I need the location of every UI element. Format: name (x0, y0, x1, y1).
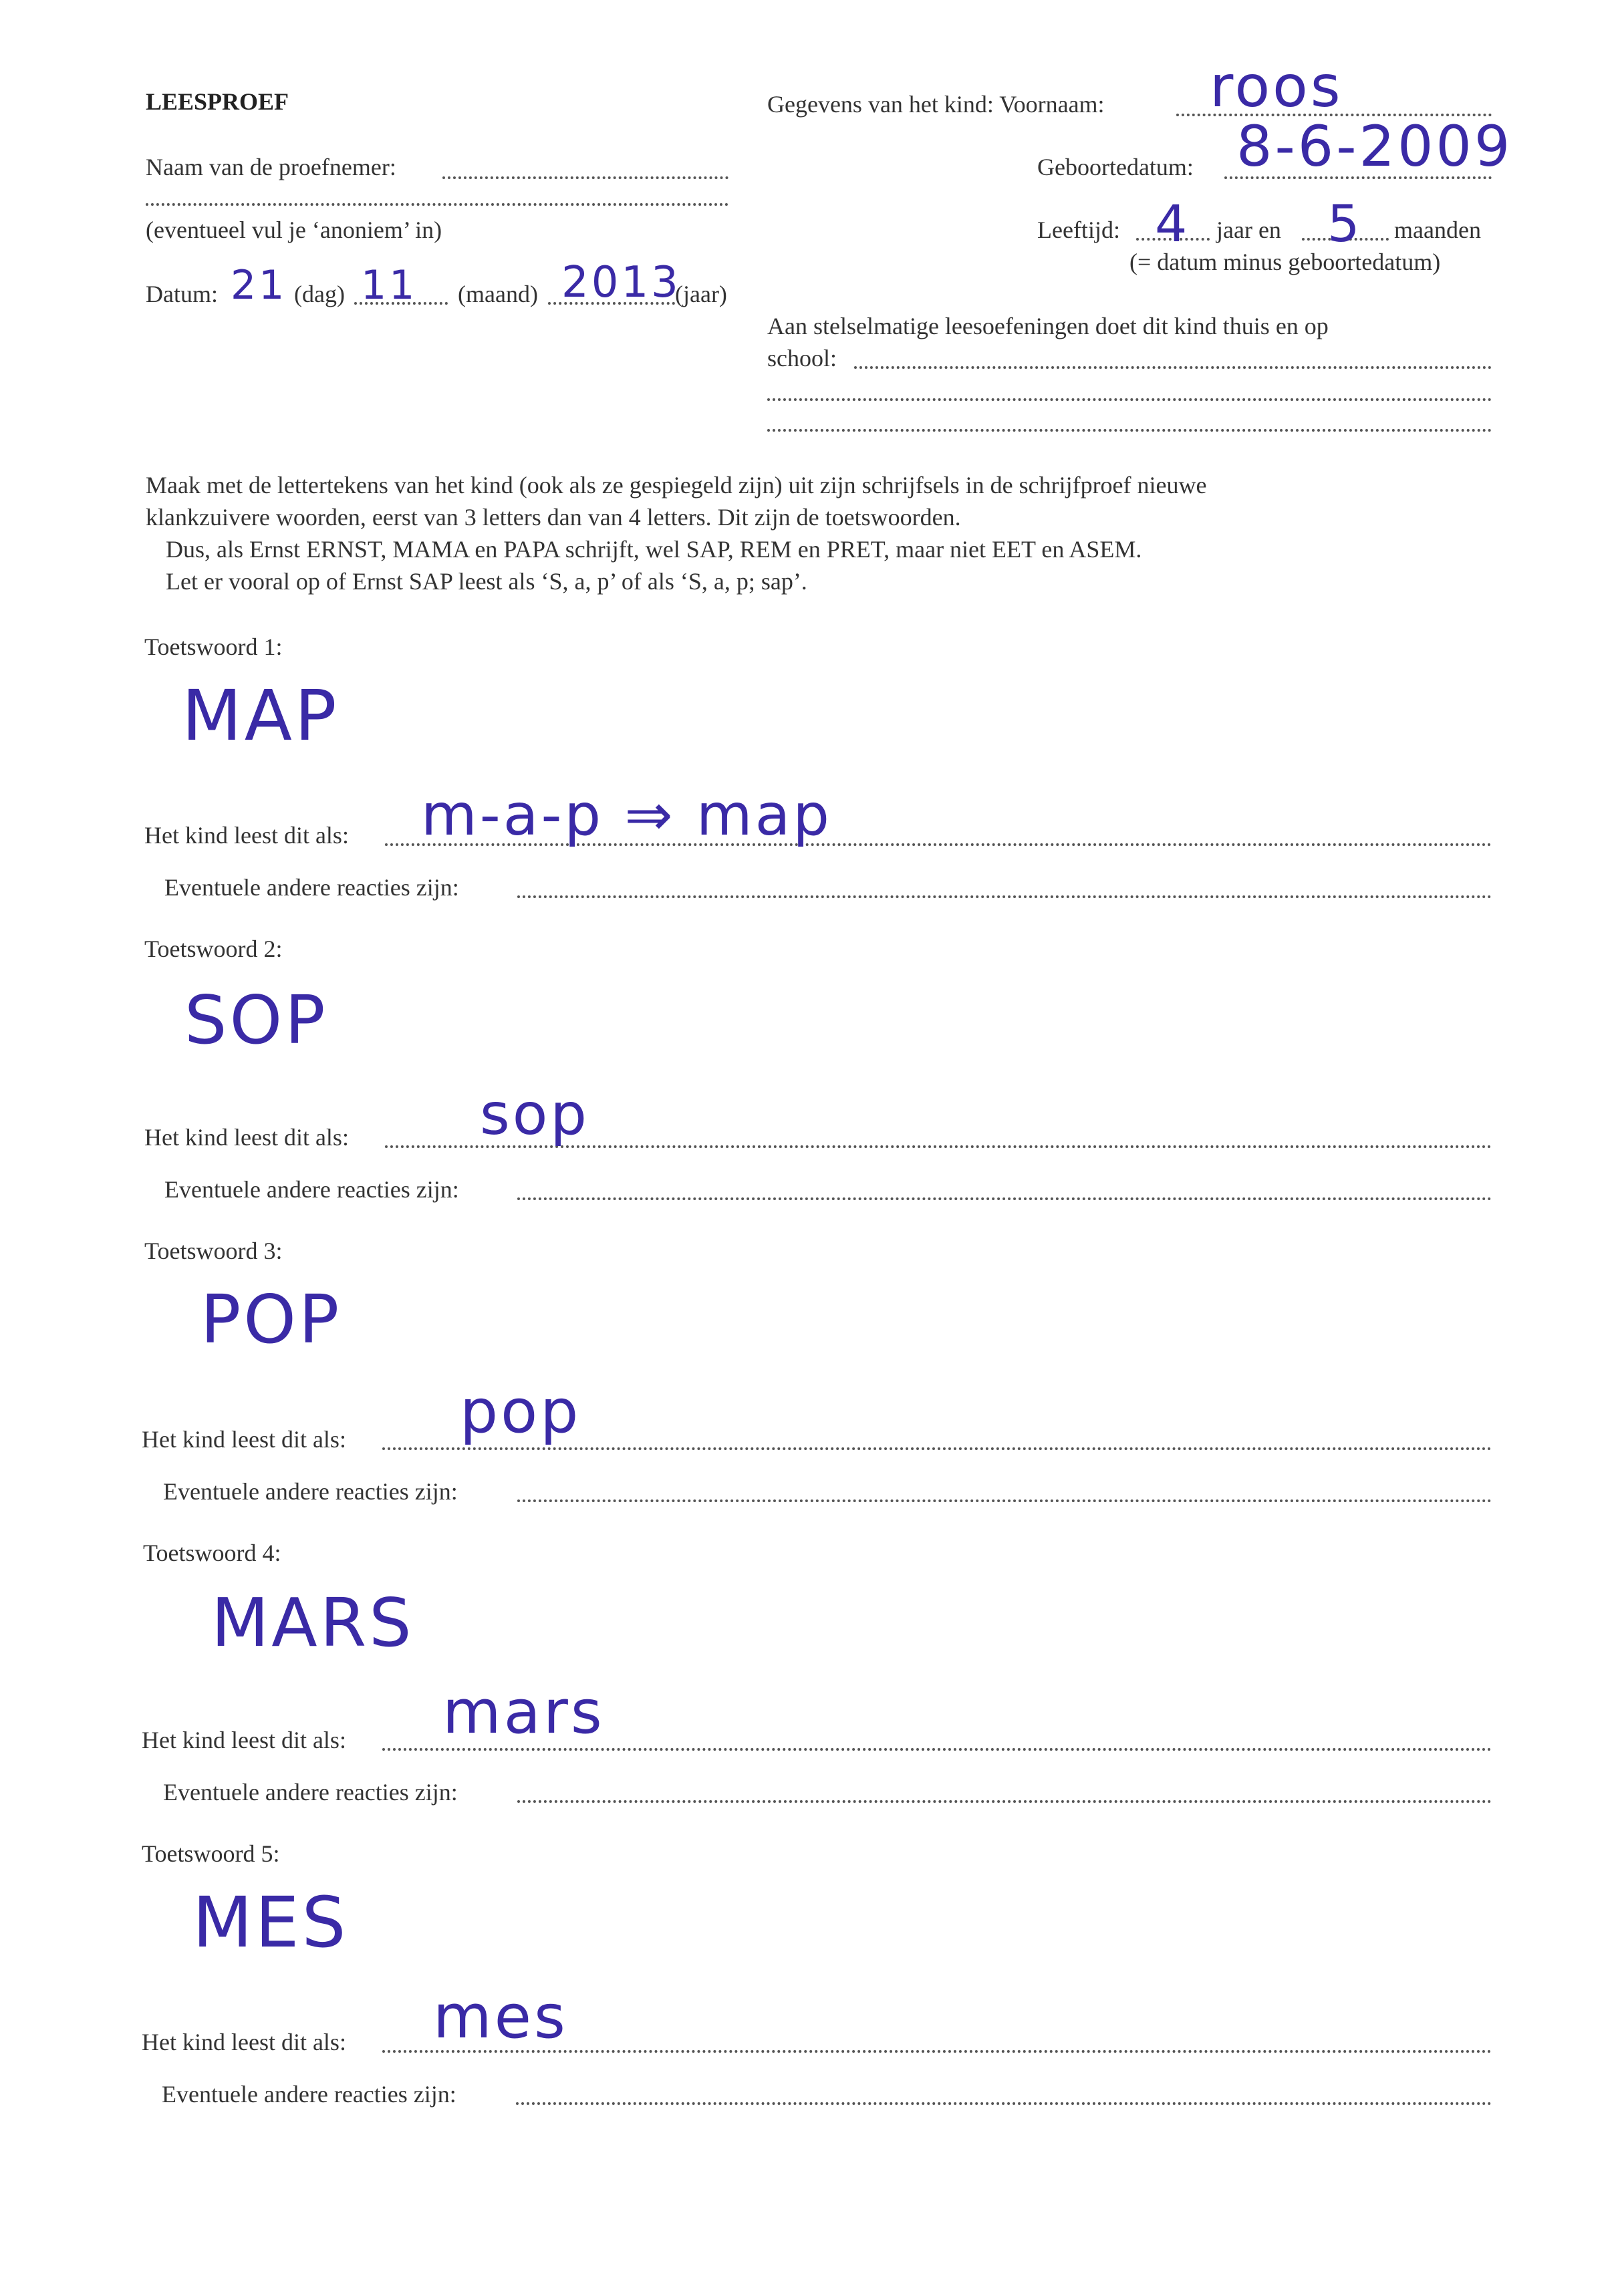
practice-line-b[interactable] (767, 398, 1492, 401)
test-word: MAP (182, 675, 340, 756)
read-label: Het kind leest dit als: (142, 2029, 346, 2055)
other-line[interactable] (517, 895, 1492, 898)
reading-answer[interactable]: mars (442, 1677, 605, 1747)
other-label: Eventuele andere reacties zijn: (164, 1176, 459, 1203)
age-years-unit: jaar en (1216, 217, 1281, 243)
date-day-unit: (dag) (294, 281, 345, 307)
examiner-label: Naam van de proefnemer: (146, 154, 396, 180)
anon-note: (eventueel vul je ‘anoniem’ in) (146, 217, 442, 243)
date-month[interactable]: 11 (361, 262, 418, 309)
date-year[interactable]: 2013 (561, 258, 681, 307)
test-word: POP (200, 1280, 342, 1358)
age-months-unit: maanden (1394, 217, 1481, 243)
other-line[interactable] (517, 1197, 1492, 1200)
instruction-line-1: Maak met de lettertekens van het kind (ook als ze gespiegeld zijn) uit zijn schrijfsels in de schrijfproef nieuwe (146, 472, 1207, 498)
date-month-unit: (maand) (458, 281, 538, 307)
practice-line-1: Aan stelselmatige leesoefeningen doet dit kind thuis en op (767, 313, 1329, 339)
other-label: Eventuele andere reacties zijn: (163, 1478, 458, 1505)
age-label: Leeftijd: (1037, 217, 1120, 243)
other-line[interactable] (517, 1499, 1492, 1502)
reading-answer[interactable]: m-a-p ⇒ map (421, 782, 832, 849)
read-label: Het kind leest dit als: (142, 1426, 346, 1453)
form-title: LEESPROEF (146, 88, 289, 115)
test-word: SOP (184, 981, 328, 1059)
test-word: MARS (211, 1584, 414, 1662)
other-label: Eventuele andere reacties zijn: (163, 1779, 458, 1806)
test-word-label: Toetswoord 4: (143, 1540, 281, 1566)
read-line (382, 1748, 1492, 1751)
other-line[interactable] (517, 1800, 1492, 1803)
read-label: Het kind leest dit als: (144, 1124, 349, 1151)
test-word-label: Toetswoord 3: (144, 1238, 283, 1264)
read-label: Het kind leest dit als: (144, 822, 349, 849)
birth-label: Geboortedatum: (1037, 154, 1194, 180)
instruction-line-3: Dus, als Ernst ERNST, MAMA en PAPA schrijft, wel SAP, REM en PRET, maar niet EET en ASEM. (166, 536, 1142, 563)
other-label: Eventuele andere reacties zijn: (164, 874, 459, 901)
examiner-line-1[interactable] (442, 176, 728, 179)
instruction-line-4: Let er vooral op of Ernst SAP leest als ‘S, a, p’ of als ‘S, a, p; sap’. (166, 568, 807, 595)
practice-line-a[interactable] (854, 366, 1492, 369)
child-name[interactable]: roos (1210, 53, 1343, 120)
date-day[interactable]: 21 (231, 262, 287, 309)
instruction-line-2: klankzuivere woorden, eerst van 3 letters dan van 4 letters. Dit zijn de toetswoorden. (146, 504, 961, 531)
other-line[interactable] (516, 2102, 1492, 2105)
test-word-label: Toetswoord 2: (144, 936, 283, 962)
test-word-label: Toetswoord 1: (144, 633, 283, 660)
age-months[interactable]: 5 (1327, 194, 1363, 253)
read-line (382, 1447, 1492, 1450)
date-year-unit: (jaar) (675, 281, 727, 307)
other-label: Eventuele andere reacties zijn: (162, 2081, 456, 2108)
practice-line-2: school: (767, 345, 837, 372)
reading-answer[interactable]: mes (433, 1982, 568, 2052)
date-label: Datum: (146, 281, 218, 307)
child-label: Gegevens van het kind: Voornaam: (767, 91, 1105, 118)
read-label: Het kind leest dit als: (142, 1727, 346, 1753)
reading-answer[interactable]: pop (460, 1377, 581, 1447)
birth-value[interactable]: 8-6-2009 (1236, 114, 1513, 179)
age-years[interactable]: 4 (1155, 194, 1190, 253)
test-word: MES (192, 1882, 349, 1963)
examiner-line-2[interactable] (146, 203, 728, 206)
age-note: (= datum minus geboortedatum) (1129, 249, 1441, 275)
reading-answer[interactable]: sop (480, 1081, 590, 1148)
test-word-label: Toetswoord 5: (142, 1840, 280, 1867)
practice-line-c[interactable] (767, 429, 1492, 432)
